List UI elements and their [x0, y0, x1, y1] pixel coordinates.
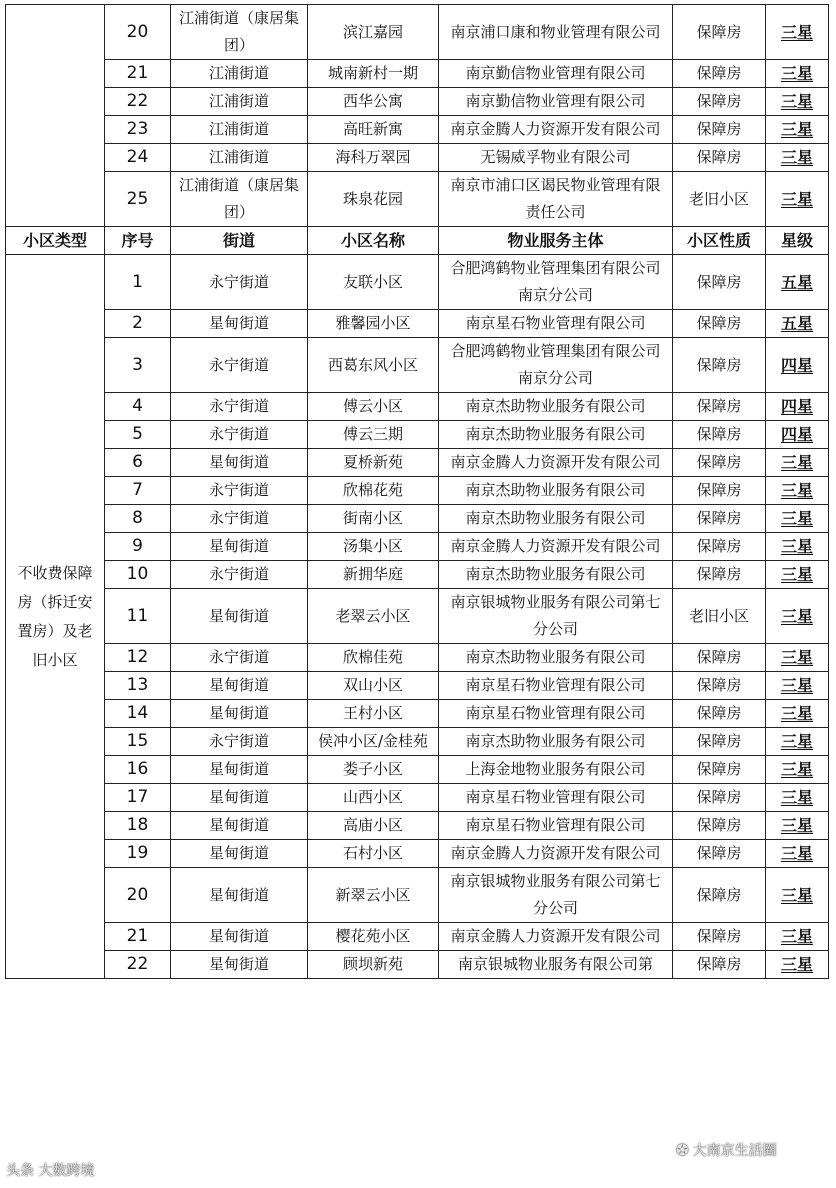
property-company-cell: 南京金腾人力资源开发有限公司 — [439, 449, 673, 477]
star-level: 三星 — [780, 120, 813, 139]
star-level: 五星 — [780, 272, 813, 292]
star-level: 三星 — [780, 788, 813, 807]
table-row — [6, 756, 829, 784]
table-row — [6, 393, 829, 421]
star-level: 四星 — [780, 355, 813, 375]
star-level: 三星 — [780, 565, 813, 584]
community-nature-cell: 保障房 — [673, 505, 766, 533]
star-level-cell — [766, 812, 829, 840]
property-company-cell: 南京银城物业服务有限公司第 — [439, 951, 673, 979]
community-nature-cell: 保障房 — [673, 728, 766, 756]
community-star-rating-table — [5, 4, 829, 979]
star-level: 五星 — [780, 314, 813, 333]
table-row — [6, 728, 829, 756]
table-row — [6, 923, 829, 951]
community-nature-cell: 保障房 — [673, 672, 766, 700]
table-row — [6, 589, 829, 644]
community-name-cell: 老翠云小区 — [308, 589, 439, 644]
star-level: 四星 — [780, 397, 813, 416]
street-cell: 星甸街道 — [171, 310, 308, 338]
street-cell: 永宁街道 — [171, 393, 308, 421]
property-company-cell: 南京星石物业管理有限公司 — [439, 784, 673, 812]
serial-number-cell: 14 — [105, 700, 171, 728]
star-level-cell — [766, 310, 829, 338]
property-company-cell: 南京星石物业管理有限公司 — [439, 672, 673, 700]
street-cell: 星甸街道 — [171, 672, 308, 700]
community-name-cell: 海科万翠园 — [308, 144, 439, 172]
table-row — [6, 172, 829, 227]
table-row — [6, 255, 829, 310]
star-level-cell — [766, 561, 829, 589]
star-level: 三星 — [780, 704, 813, 723]
star-level-cell — [766, 144, 829, 172]
star-level-cell — [766, 255, 829, 310]
community-name-cell: 西葛东风小区 — [308, 338, 439, 393]
community-nature-cell: 保障房 — [673, 533, 766, 561]
property-company-cell: 南京金腾人力资源开发有限公司 — [439, 840, 673, 868]
community-nature-cell: 保障房 — [673, 5, 766, 60]
serial-number-cell: 18 — [105, 812, 171, 840]
star-level: 四星 — [780, 425, 813, 444]
star-level-cell — [766, 868, 829, 923]
star-level: 三星 — [780, 844, 813, 863]
table-row — [6, 672, 829, 700]
community-name-cell: 双山小区 — [308, 672, 439, 700]
star-level-cell — [766, 338, 829, 393]
table-row — [6, 5, 829, 60]
table-row — [6, 644, 829, 672]
property-company-cell: 南京杰助物业服务有限公司 — [439, 644, 673, 672]
street-cell: 星甸街道 — [171, 784, 308, 812]
community-name-cell: 高庙小区 — [308, 812, 439, 840]
star-level-cell — [766, 840, 829, 868]
table-row — [6, 338, 829, 393]
serial-number-cell: 1 — [105, 255, 171, 310]
serial-number-cell: 20 — [105, 5, 171, 60]
property-company-cell: 南京杰助物业服务有限公司 — [439, 728, 673, 756]
header-property-company: 物业服务主体 — [439, 227, 673, 255]
star-level-cell — [766, 672, 829, 700]
community-name-cell: 雅馨园小区 — [308, 310, 439, 338]
star-level: 三星 — [780, 22, 813, 42]
star-level: 三星 — [780, 885, 813, 905]
serial-number-cell: 17 — [105, 784, 171, 812]
table-row — [6, 477, 829, 505]
street-cell: 星甸街道 — [171, 533, 308, 561]
street-cell: 江浦街道（康居集团） — [171, 172, 308, 227]
community-name-cell: 欣棉佳苑 — [308, 644, 439, 672]
street-cell: 永宁街道 — [171, 644, 308, 672]
star-level: 三星 — [780, 955, 813, 974]
street-cell: 星甸街道 — [171, 700, 308, 728]
community-name-cell: 樱花苑小区 — [308, 923, 439, 951]
serial-number-cell: 3 — [105, 338, 171, 393]
watermark-right: ✪ 大南京生活圈 — [676, 1141, 777, 1159]
table-row — [6, 784, 829, 812]
star-level: 三星 — [780, 927, 813, 946]
street-cell: 江浦街道 — [171, 116, 308, 144]
community-nature-cell: 保障房 — [673, 449, 766, 477]
star-level-cell — [766, 923, 829, 951]
star-level: 三星 — [780, 606, 813, 626]
header-street: 街道 — [171, 227, 308, 255]
wechat-icon: ✪ — [676, 1141, 689, 1159]
serial-number-cell: 20 — [105, 868, 171, 923]
property-company-cell: 南京金腾人力资源开发有限公司 — [439, 116, 673, 144]
community-nature-cell: 保障房 — [673, 784, 766, 812]
street-cell: 永宁街道 — [171, 505, 308, 533]
street-cell: 江浦街道 — [171, 144, 308, 172]
serial-number-cell: 22 — [105, 88, 171, 116]
community-nature-cell: 保障房 — [673, 255, 766, 310]
serial-number-cell: 5 — [105, 421, 171, 449]
community-nature-cell: 保障房 — [673, 644, 766, 672]
street-cell: 星甸街道 — [171, 951, 308, 979]
community-name-cell: 顾坝新苑 — [308, 951, 439, 979]
community-name-cell: 珠泉花园 — [308, 172, 439, 227]
community-name-cell: 汤集小区 — [308, 533, 439, 561]
serial-number-cell: 19 — [105, 840, 171, 868]
star-level: 三星 — [780, 732, 813, 751]
table-row — [6, 812, 829, 840]
table-row — [6, 88, 829, 116]
table-row — [6, 144, 829, 172]
property-company-cell: 南京金腾人力资源开发有限公司 — [439, 923, 673, 951]
property-company-cell: 南京银城物业服务有限公司第七分公司 — [439, 589, 673, 644]
header-nature: 小区性质 — [673, 227, 766, 255]
serial-number-cell: 21 — [105, 923, 171, 951]
property-company-cell: 南京勤信物业管理有限公司 — [439, 60, 673, 88]
serial-number-cell: 2 — [105, 310, 171, 338]
star-level-cell — [766, 116, 829, 144]
street-cell: 江浦街道 — [171, 60, 308, 88]
property-company-cell: 上海金地物业服务有限公司 — [439, 756, 673, 784]
community-nature-cell: 保障房 — [673, 421, 766, 449]
star-level-cell — [766, 88, 829, 116]
star-level-cell — [766, 644, 829, 672]
table-row — [6, 116, 829, 144]
star-level: 三星 — [780, 676, 813, 695]
street-cell: 星甸街道 — [171, 923, 308, 951]
property-company-cell: 南京杰助物业服务有限公司 — [439, 421, 673, 449]
community-nature-cell: 保障房 — [673, 756, 766, 784]
serial-number-cell: 24 — [105, 144, 171, 172]
street-cell: 永宁街道 — [171, 728, 308, 756]
star-level: 三星 — [780, 648, 813, 667]
street-cell: 江浦街道 — [171, 88, 308, 116]
table-row — [6, 533, 829, 561]
star-level-cell — [766, 393, 829, 421]
community-name-cell: 欣棉花苑 — [308, 477, 439, 505]
property-company-cell: 合肥鸿鹤物业管理集团有限公司南京分公司 — [439, 255, 673, 310]
star-level-cell — [766, 477, 829, 505]
street-cell: 永宁街道 — [171, 421, 308, 449]
star-level-cell — [766, 533, 829, 561]
star-level-cell — [766, 421, 829, 449]
star-level: 三星 — [780, 148, 813, 167]
table-row — [6, 505, 829, 533]
street-cell: 星甸街道 — [171, 589, 308, 644]
serial-number-cell: 25 — [105, 172, 171, 227]
star-level-cell — [766, 700, 829, 728]
header-star-level: 星级 — [766, 227, 829, 255]
community-name-cell: 滨江嘉园 — [308, 5, 439, 60]
community-name-cell: 傅云小区 — [308, 393, 439, 421]
property-company-cell: 南京杰助物业服务有限公司 — [439, 393, 673, 421]
star-level-cell — [766, 60, 829, 88]
star-level-cell — [766, 784, 829, 812]
serial-number-cell: 10 — [105, 561, 171, 589]
community-nature-cell: 保障房 — [673, 60, 766, 88]
serial-number-cell: 8 — [105, 505, 171, 533]
star-level-cell — [766, 449, 829, 477]
street-cell: 星甸街道 — [171, 812, 308, 840]
table-row — [6, 700, 829, 728]
serial-number-cell: 23 — [105, 116, 171, 144]
star-level-cell — [766, 172, 829, 227]
street-cell: 永宁街道 — [171, 561, 308, 589]
street-cell: 永宁街道 — [171, 338, 308, 393]
community-nature-cell: 保障房 — [673, 812, 766, 840]
header-community-name: 小区名称 — [308, 227, 439, 255]
table-row — [6, 421, 829, 449]
property-company-cell: 合肥鸿鹤物业管理集团有限公司南京分公司 — [439, 338, 673, 393]
community-nature-cell: 保障房 — [673, 561, 766, 589]
community-nature-cell: 保障房 — [673, 700, 766, 728]
serial-number-cell: 21 — [105, 60, 171, 88]
property-company-cell: 无锡威孚物业有限公司 — [439, 144, 673, 172]
community-nature-cell: 保障房 — [673, 88, 766, 116]
street-cell: 星甸街道 — [171, 449, 308, 477]
community-nature-cell: 保障房 — [673, 923, 766, 951]
property-company-cell: 南京金腾人力资源开发有限公司 — [439, 533, 673, 561]
star-level: 三星 — [780, 453, 813, 472]
community-name-cell: 夏桥新苑 — [308, 449, 439, 477]
table-row — [6, 449, 829, 477]
street-cell: 永宁街道 — [171, 255, 308, 310]
star-level-cell — [766, 756, 829, 784]
community-name-cell: 侯冲小区/金桂苑 — [308, 728, 439, 756]
serial-number-cell: 16 — [105, 756, 171, 784]
community-name-cell: 新翠云小区 — [308, 868, 439, 923]
community-name-cell: 娄子小区 — [308, 756, 439, 784]
header-serial: 序号 — [105, 227, 171, 255]
star-level: 三星 — [780, 816, 813, 835]
community-nature-cell: 保障房 — [673, 144, 766, 172]
community-name-cell: 西华公寓 — [308, 88, 439, 116]
property-company-cell: 南京勤信物业管理有限公司 — [439, 88, 673, 116]
street-cell: 江浦街道（康居集团） — [171, 5, 308, 60]
community-nature-cell: 保障房 — [673, 951, 766, 979]
community-name-cell: 街南小区 — [308, 505, 439, 533]
community-name-cell: 山西小区 — [308, 784, 439, 812]
street-cell: 星甸街道 — [171, 868, 308, 923]
star-level-cell — [766, 951, 829, 979]
serial-number-cell: 7 — [105, 477, 171, 505]
star-level: 三星 — [780, 760, 813, 779]
community-nature-cell: 保障房 — [673, 310, 766, 338]
street-cell: 星甸街道 — [171, 756, 308, 784]
property-company-cell: 南京杰助物业服务有限公司 — [439, 561, 673, 589]
serial-number-cell: 9 — [105, 533, 171, 561]
community-name-cell: 新拥华庭 — [308, 561, 439, 589]
star-level: 三星 — [780, 64, 813, 83]
property-company-cell: 南京星石物业管理有限公司 — [439, 812, 673, 840]
community-nature-cell: 保障房 — [673, 840, 766, 868]
table-row — [6, 561, 829, 589]
property-company-cell: 南京星石物业管理有限公司 — [439, 310, 673, 338]
community-name-cell: 友联小区 — [308, 255, 439, 310]
community-name-cell: 石村小区 — [308, 840, 439, 868]
community-name-cell: 傅云三期 — [308, 421, 439, 449]
table-row — [6, 840, 829, 868]
star-level-cell — [766, 728, 829, 756]
community-name-cell: 王村小区 — [308, 700, 439, 728]
serial-number-cell: 11 — [105, 589, 171, 644]
serial-number-cell: 13 — [105, 672, 171, 700]
table-row — [6, 310, 829, 338]
community-nature-cell: 保障房 — [673, 477, 766, 505]
table-row — [6, 951, 829, 979]
star-level: 三星 — [780, 537, 813, 556]
serial-number-cell: 4 — [105, 393, 171, 421]
property-company-cell: 南京杰助物业服务有限公司 — [439, 477, 673, 505]
community-nature-cell: 保障房 — [673, 393, 766, 421]
star-level: 三星 — [780, 481, 813, 500]
star-level-cell — [766, 589, 829, 644]
community-type-cell — [6, 5, 105, 227]
property-company-cell: 南京杰助物业服务有限公司 — [439, 505, 673, 533]
star-level: 三星 — [780, 92, 813, 111]
community-nature-cell: 老旧小区 — [673, 172, 766, 227]
table-row — [6, 868, 829, 923]
property-company-cell: 南京银城物业服务有限公司第七分公司 — [439, 868, 673, 923]
table-row — [6, 60, 829, 88]
property-company-cell: 南京浦口康和物业管理有限公司 — [439, 5, 673, 60]
property-company-cell: 南京市浦口区谒民物业管理有限责任公司 — [439, 172, 673, 227]
serial-number-cell: 15 — [105, 728, 171, 756]
community-name-cell: 高旺新寓 — [308, 116, 439, 144]
star-level-cell — [766, 5, 829, 60]
community-nature-cell: 保障房 — [673, 338, 766, 393]
star-level: 三星 — [780, 189, 813, 209]
community-nature-cell: 保障房 — [673, 868, 766, 923]
community-nature-cell: 老旧小区 — [673, 589, 766, 644]
street-cell: 永宁街道 — [171, 477, 308, 505]
community-nature-cell: 保障房 — [673, 116, 766, 144]
serial-number-cell: 12 — [105, 644, 171, 672]
serial-number-cell: 6 — [105, 449, 171, 477]
community-type-cell: 不收费保障房（拆迁安置房）及老旧小区 — [6, 255, 105, 979]
street-cell: 星甸街道 — [171, 840, 308, 868]
property-company-cell: 南京星石物业管理有限公司 — [439, 700, 673, 728]
community-name-cell: 城南新村一期 — [308, 60, 439, 88]
watermark-left: 头条 大数跨境 — [6, 1163, 95, 1179]
star-level-cell — [766, 505, 829, 533]
serial-number-cell: 22 — [105, 951, 171, 979]
table-header-row — [6, 227, 829, 255]
star-level: 三星 — [780, 509, 813, 528]
header-type: 小区类型 — [6, 227, 105, 255]
